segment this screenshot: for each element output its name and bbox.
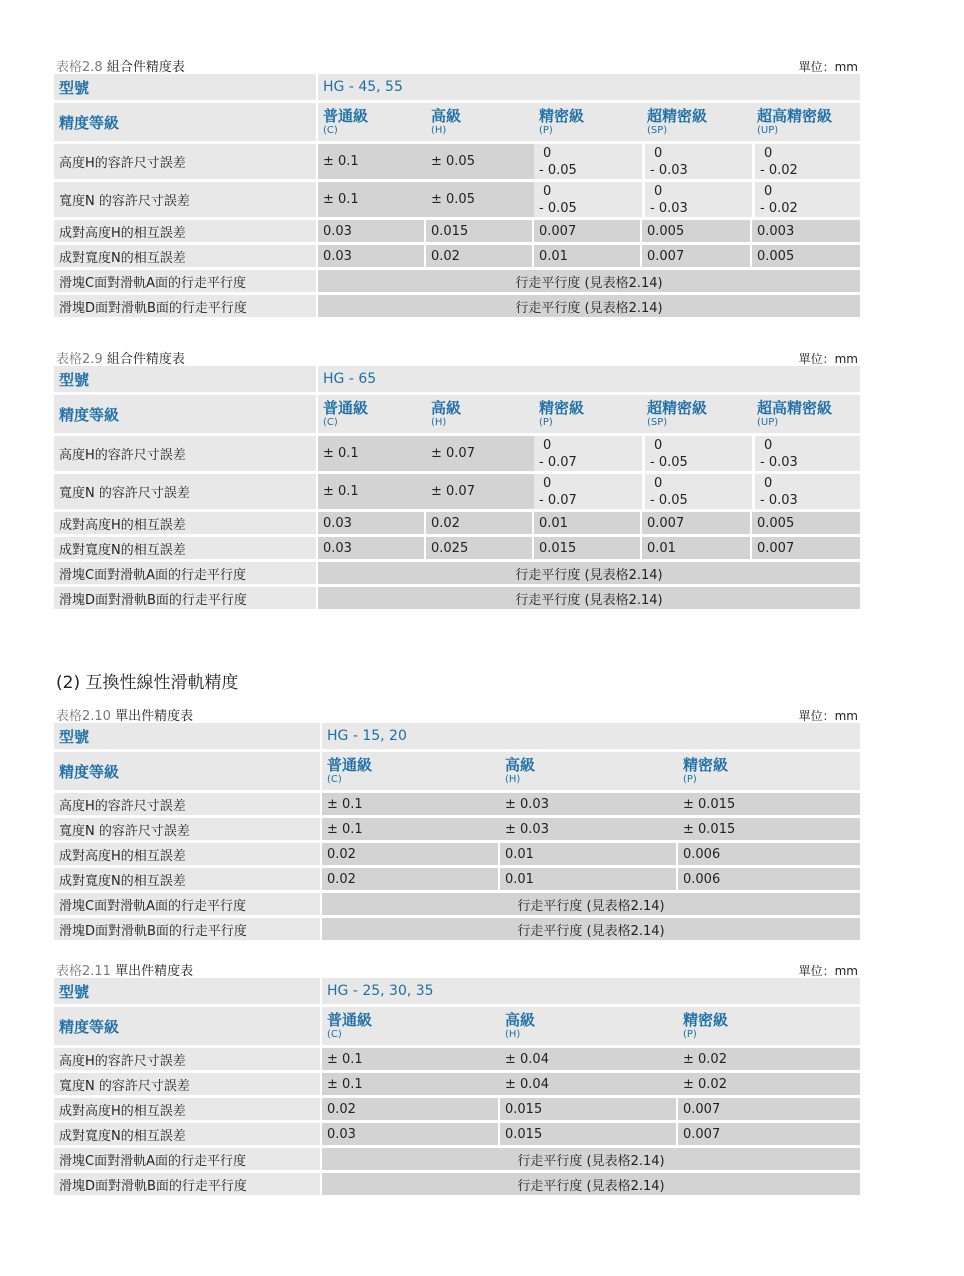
cell: 0.01 bbox=[534, 245, 642, 267]
cell: 0 - 0.02 bbox=[752, 144, 860, 179]
cell: ± 0.1 bbox=[318, 182, 426, 217]
grade-c: 普通級 (C) bbox=[322, 752, 500, 790]
cell: 0.02 bbox=[322, 843, 500, 865]
table-row bbox=[54, 220, 860, 242]
grade-h: 高級 (H) bbox=[426, 395, 534, 433]
table-row bbox=[54, 474, 860, 509]
cell: ± 0.1 bbox=[318, 436, 426, 471]
unit-label: 單位：mm bbox=[798, 709, 858, 723]
table-row bbox=[54, 818, 860, 840]
table-row bbox=[54, 587, 860, 609]
table-row bbox=[54, 1048, 860, 1070]
cell: 0.03 bbox=[318, 537, 426, 559]
cell: ± 0.1 bbox=[318, 474, 426, 509]
table-row bbox=[54, 562, 860, 584]
cell: ± 0.03 bbox=[500, 793, 678, 815]
cell: ± 0.02 bbox=[678, 1073, 860, 1095]
cell: 0 - 0.03 bbox=[642, 182, 752, 217]
parallel-cell: 行走平行度 (見表格2.14) bbox=[318, 587, 860, 609]
cell: ± 0.04 bbox=[500, 1048, 678, 1070]
model-row bbox=[54, 74, 860, 100]
table-row bbox=[54, 893, 860, 915]
cell: 0.025 bbox=[426, 537, 534, 559]
cell: 0.03 bbox=[318, 245, 426, 267]
cell: ± 0.07 bbox=[426, 436, 534, 471]
grade-h: 高級 (H) bbox=[500, 1007, 678, 1045]
cell: ± 0.1 bbox=[318, 144, 426, 179]
row-label: 成對寬度N的相互誤差 bbox=[54, 868, 322, 890]
row-label: 滑塊C面對滑軌A面的行走平行度 bbox=[54, 893, 322, 915]
table-2-10 bbox=[54, 703, 860, 943]
cell: ± 0.05 bbox=[426, 144, 534, 179]
table-row bbox=[54, 868, 860, 890]
table-2-8 bbox=[54, 54, 860, 320]
unit-label: 單位：mm bbox=[798, 352, 858, 366]
table-row bbox=[54, 1148, 860, 1170]
cell: ± 0.04 bbox=[500, 1073, 678, 1095]
cell: 0.03 bbox=[318, 220, 426, 242]
row-label: 成對寬度N的相互誤差 bbox=[54, 1123, 322, 1145]
grade-row bbox=[54, 103, 860, 141]
table-row bbox=[54, 843, 860, 865]
cell: 0.006 bbox=[678, 843, 860, 865]
cell: ± 0.02 bbox=[678, 1048, 860, 1070]
grade-h: 高級 (H) bbox=[426, 103, 534, 141]
cell: 0 - 0.03 bbox=[752, 436, 860, 471]
cell: 0.01 bbox=[500, 843, 678, 865]
model-label: 型號 bbox=[54, 74, 318, 100]
parallel-cell: 行走平行度 (見表格2.14) bbox=[322, 1148, 860, 1170]
grade-up: 超高精密級 (UP) bbox=[752, 395, 860, 433]
cell: 0 - 0.05 bbox=[534, 144, 642, 179]
cell: 0.03 bbox=[318, 512, 426, 534]
parallel-cell: 行走平行度 (見表格2.14) bbox=[318, 562, 860, 584]
row-label: 成對寬度N的相互誤差 bbox=[54, 245, 318, 267]
cell: 0.007 bbox=[678, 1098, 860, 1120]
cell: 0 - 0.02 bbox=[752, 182, 860, 217]
table-caption: 表格2.8 組合件精度表 bbox=[56, 60, 185, 75]
cell: 0 - 0.07 bbox=[534, 474, 642, 509]
cell: 0.005 bbox=[752, 245, 860, 267]
table-row bbox=[54, 1123, 860, 1145]
grade-label: 精度等級 bbox=[54, 103, 318, 141]
row-label: 滑塊C面對滑軌A面的行走平行度 bbox=[54, 562, 318, 584]
model-value: HG - 45, 55 bbox=[318, 74, 860, 100]
table-caption: 表格2.9 組合件精度表 bbox=[56, 352, 185, 367]
model-row bbox=[54, 978, 860, 1004]
grade-up: 超高精密級 (UP) bbox=[752, 103, 860, 141]
row-label: 高度H的容許尺寸誤差 bbox=[54, 144, 318, 179]
unit-label: 單位：mm bbox=[798, 60, 858, 74]
cell: ± 0.07 bbox=[426, 474, 534, 509]
grade-row bbox=[54, 395, 860, 433]
parallel-cell: 行走平行度 (見表格2.14) bbox=[318, 270, 860, 292]
grade-p: 精密級 (P) bbox=[534, 103, 642, 141]
table-row bbox=[54, 245, 860, 267]
row-label: 滑塊D面對滑軌B面的行走平行度 bbox=[54, 295, 318, 317]
row-label: 寬度N 的容許尺寸誤差 bbox=[54, 818, 322, 840]
grade-p: 精密級 (P) bbox=[534, 395, 642, 433]
cell: ± 0.1 bbox=[322, 1048, 500, 1070]
table-row bbox=[54, 144, 860, 179]
cell: 0.03 bbox=[322, 1123, 500, 1145]
grade-p: 精密級 (P) bbox=[678, 1007, 860, 1045]
cell: 0.015 bbox=[500, 1098, 678, 1120]
cell: 0.003 bbox=[752, 220, 860, 242]
grade-c: 普通級 (C) bbox=[318, 395, 426, 433]
grade-label: 精度等級 bbox=[54, 1007, 322, 1045]
cell: 0 - 0.05 bbox=[642, 474, 752, 509]
section-title: (2) 互換性線性滑軌精度 bbox=[56, 673, 239, 693]
cell: 0 - 0.03 bbox=[642, 144, 752, 179]
row-label: 滑塊C面對滑軌A面的行走平行度 bbox=[54, 1148, 322, 1170]
parallel-cell: 行走平行度 (見表格2.14) bbox=[322, 918, 860, 940]
cell: 0.007 bbox=[678, 1123, 860, 1145]
cell: ± 0.05 bbox=[426, 182, 534, 217]
table-row bbox=[54, 793, 860, 815]
cell: 0 - 0.07 bbox=[534, 436, 642, 471]
row-label: 成對高度H的相互誤差 bbox=[54, 512, 318, 534]
cell: 0 - 0.05 bbox=[534, 182, 642, 217]
cell: 0.007 bbox=[642, 245, 752, 267]
parallel-cell: 行走平行度 (見表格2.14) bbox=[322, 1173, 860, 1195]
table-row bbox=[54, 1073, 860, 1095]
table-row bbox=[54, 1173, 860, 1195]
cell: 0.006 bbox=[678, 868, 860, 890]
row-label: 成對高度H的相互誤差 bbox=[54, 220, 318, 242]
table-row bbox=[54, 918, 860, 940]
model-value: HG - 65 bbox=[318, 366, 860, 392]
cell: 0 - 0.05 bbox=[642, 436, 752, 471]
cell: ± 0.015 bbox=[678, 818, 860, 840]
cell: 0.02 bbox=[322, 1098, 500, 1120]
row-label: 成對高度H的相互誤差 bbox=[54, 1098, 322, 1120]
cell: ± 0.015 bbox=[678, 793, 860, 815]
grade-sp: 超精密級 (SP) bbox=[642, 103, 752, 141]
table-2-11 bbox=[54, 958, 860, 1198]
table-row bbox=[54, 512, 860, 534]
grade-c: 普通級 (C) bbox=[318, 103, 426, 141]
row-label: 成對高度H的相互誤差 bbox=[54, 843, 322, 865]
grade-label: 精度等級 bbox=[54, 752, 322, 790]
cell: ± 0.1 bbox=[322, 1073, 500, 1095]
unit-label: 單位：mm bbox=[798, 964, 858, 978]
row-label: 滑塊D面對滑軌B面的行走平行度 bbox=[54, 587, 318, 609]
cell: 0.02 bbox=[426, 512, 534, 534]
cell: 0.005 bbox=[642, 220, 752, 242]
cell: 0.01 bbox=[642, 537, 752, 559]
row-label: 寬度N 的容許尺寸誤差 bbox=[54, 182, 318, 217]
row-label: 滑塊D面對滑軌B面的行走平行度 bbox=[54, 918, 322, 940]
cell: ± 0.1 bbox=[322, 818, 500, 840]
row-label: 成對寬度N的相互誤差 bbox=[54, 537, 318, 559]
row-label: 高度H的容許尺寸誤差 bbox=[54, 793, 322, 815]
cell: 0.02 bbox=[322, 868, 500, 890]
model-value: HG - 15, 20 bbox=[322, 723, 860, 749]
cell: ± 0.03 bbox=[500, 818, 678, 840]
cell: 0.01 bbox=[534, 512, 642, 534]
row-label: 寬度N 的容許尺寸誤差 bbox=[54, 1073, 322, 1095]
grade-label: 精度等級 bbox=[54, 395, 318, 433]
cell: 0 - 0.03 bbox=[752, 474, 860, 509]
table-row bbox=[54, 1098, 860, 1120]
table-caption: 表格2.10 單出件精度表 bbox=[56, 709, 194, 724]
row-label: 滑塊C面對滑軌A面的行走平行度 bbox=[54, 270, 318, 292]
table-row bbox=[54, 436, 860, 471]
grade-p: 精密級 (P) bbox=[678, 752, 860, 790]
model-label: 型號 bbox=[54, 723, 322, 749]
model-label: 型號 bbox=[54, 366, 318, 392]
row-label: 高度H的容許尺寸誤差 bbox=[54, 436, 318, 471]
model-value: HG - 25, 30, 35 bbox=[322, 978, 860, 1004]
model-row bbox=[54, 366, 860, 392]
cell: 0.007 bbox=[642, 512, 752, 534]
cell: 0.007 bbox=[752, 537, 860, 559]
cell: 0.015 bbox=[500, 1123, 678, 1145]
grade-row bbox=[54, 752, 860, 790]
model-row bbox=[54, 723, 860, 749]
cell: ± 0.1 bbox=[322, 793, 500, 815]
grade-row bbox=[54, 1007, 860, 1045]
table-row bbox=[54, 270, 860, 292]
parallel-cell: 行走平行度 (見表格2.14) bbox=[318, 295, 860, 317]
cell: 0.005 bbox=[752, 512, 860, 534]
model-label: 型號 bbox=[54, 978, 322, 1004]
grade-h: 高級 (H) bbox=[500, 752, 678, 790]
cell: 0.007 bbox=[534, 220, 642, 242]
cell: 0.015 bbox=[426, 220, 534, 242]
grade-sp: 超精密級 (SP) bbox=[642, 395, 752, 433]
parallel-cell: 行走平行度 (見表格2.14) bbox=[322, 893, 860, 915]
row-label: 滑塊D面對滑軌B面的行走平行度 bbox=[54, 1173, 322, 1195]
row-label: 寬度N 的容許尺寸誤差 bbox=[54, 474, 318, 509]
cell: 0.02 bbox=[426, 245, 534, 267]
table-2-9 bbox=[54, 346, 860, 612]
grade-c: 普通級 (C) bbox=[322, 1007, 500, 1045]
table-row bbox=[54, 295, 860, 317]
table-row bbox=[54, 182, 860, 217]
cell: 0.015 bbox=[534, 537, 642, 559]
cell: 0.01 bbox=[500, 868, 678, 890]
row-label: 高度H的容許尺寸誤差 bbox=[54, 1048, 322, 1070]
table-caption: 表格2.11 單出件精度表 bbox=[56, 964, 194, 979]
table-row bbox=[54, 537, 860, 559]
